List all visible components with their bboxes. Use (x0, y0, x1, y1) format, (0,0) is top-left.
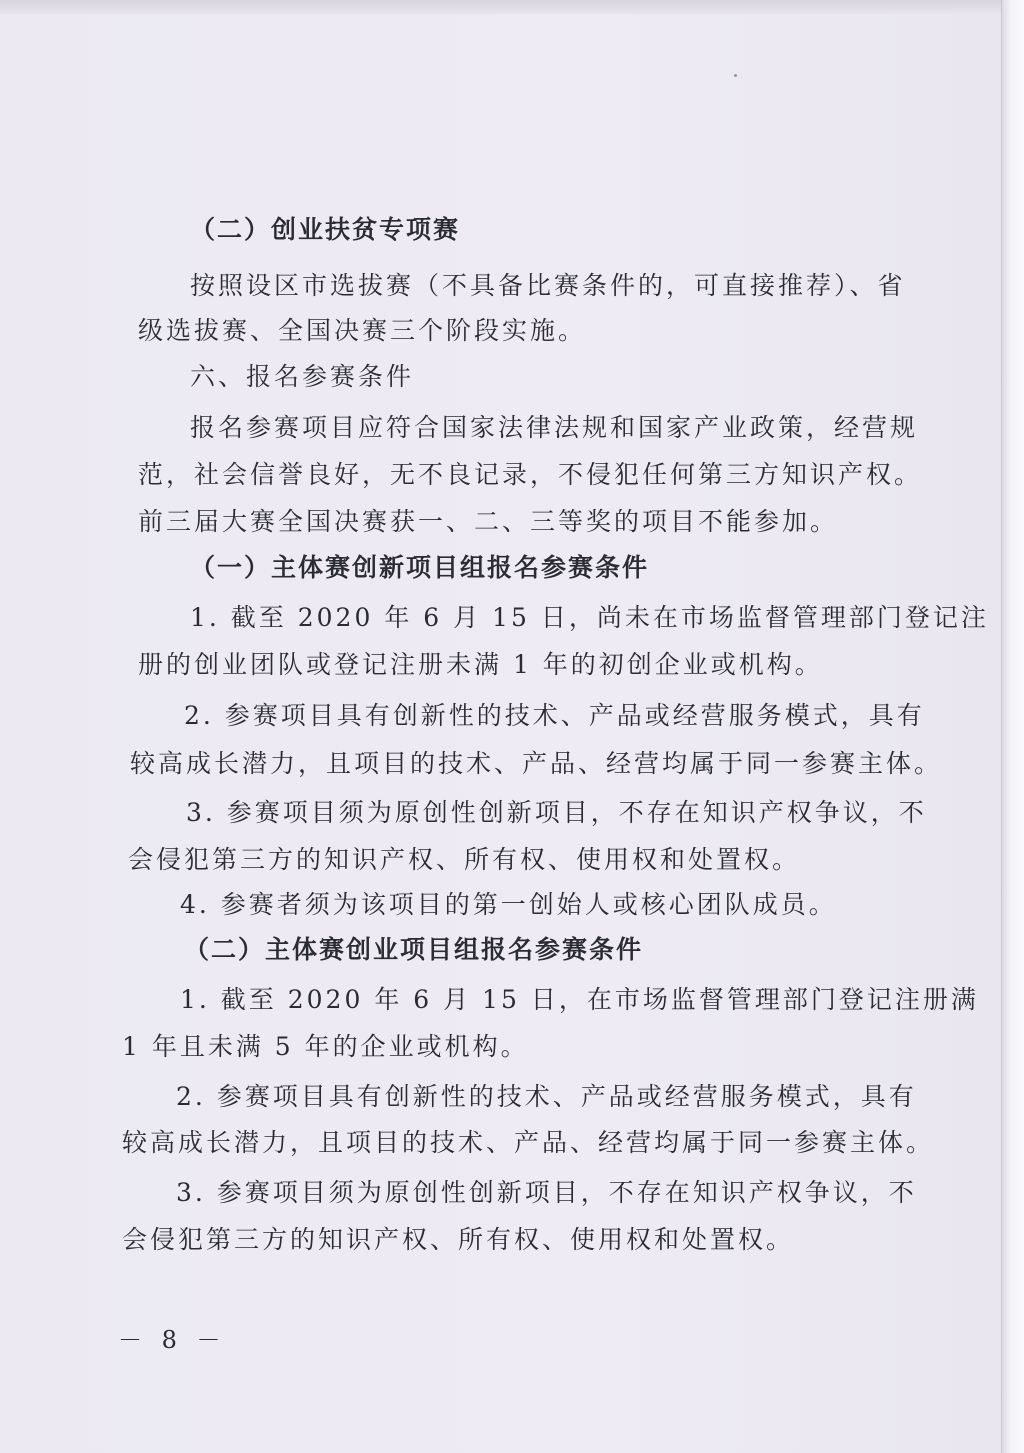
list-item-line: 会侵犯第三方的知识产权、所有权、使用权和处置权。 (128, 845, 801, 874)
heading-startup-poverty-alleviation: （二）创业扶贫专项赛 (190, 215, 461, 244)
scan-speck (734, 74, 737, 77)
list-item-line: 1. 截至 2020 年 6 月 15 日，尚未在市场监督管理部门登记注 (190, 603, 989, 632)
heading-innovation-group-conditions: （一）主体赛创新项目组报名参赛条件 (190, 553, 650, 582)
list-item-line: 会侵犯第三方的知识产权、所有权、使用权和处置权。 (122, 1225, 795, 1254)
paragraph-line: 按照设区市选拔赛（不具备比赛条件的，可直接推荐）、省 (190, 271, 906, 300)
list-item-line: 4. 参赛者须为该项目的第一创始人或核心团队成员。 (180, 890, 837, 919)
list-item-line: 较高成长潜力，且项目的技术、产品、经营均属于同一参赛主体。 (130, 749, 943, 778)
list-item-line: 2. 参赛项目具有创新性的技术、产品或经营服务模式，具有 (176, 1082, 917, 1111)
paragraph-line: 范，社会信誉良好，无不良记录，不侵犯任何第三方知识产权。 (138, 460, 923, 489)
list-item-line: 2. 参赛项目具有创新性的技术、产品或经营服务模式，具有 (184, 701, 925, 730)
paragraph-line: 前三届大赛全国决赛获一、二、三等奖的项目不能参加。 (138, 507, 839, 536)
paragraph-line: 报名参赛项目应符合国家法律法规和国家产业政策，经营规 (190, 413, 919, 442)
list-item-line: 3. 参赛项目须为原创性创新项目，不存在知识产权争议，不 (186, 798, 927, 827)
list-item-line: 册的创业团队或登记注册未满 1 年的初创企业或机构。 (138, 650, 823, 679)
paragraph-line: 级选拔赛、全国决赛三个阶段实施。 (138, 316, 587, 345)
page-top-edge (0, 0, 1024, 14)
heading-startup-group-conditions: （二）主体赛创业项目组报名参赛条件 (184, 935, 644, 964)
page-right-edge (1001, 0, 1024, 1453)
list-item-line: 3. 参赛项目须为原创性创新项目，不存在知识产权争议，不 (176, 1178, 917, 1207)
list-item-line: 1. 截至 2020 年 6 月 15 日，在市场监督管理部门登记注册满 (180, 985, 979, 1014)
section-heading-registration-conditions: 六、报名参赛条件 (190, 362, 415, 391)
page-number: － 8 － (118, 1326, 227, 1354)
list-item-line: 较高成长潜力，且项目的技术、产品、经营均属于同一参赛主体。 (122, 1128, 935, 1157)
list-item-line: 1 年且未满 5 年的企业或机构。 (122, 1032, 529, 1061)
